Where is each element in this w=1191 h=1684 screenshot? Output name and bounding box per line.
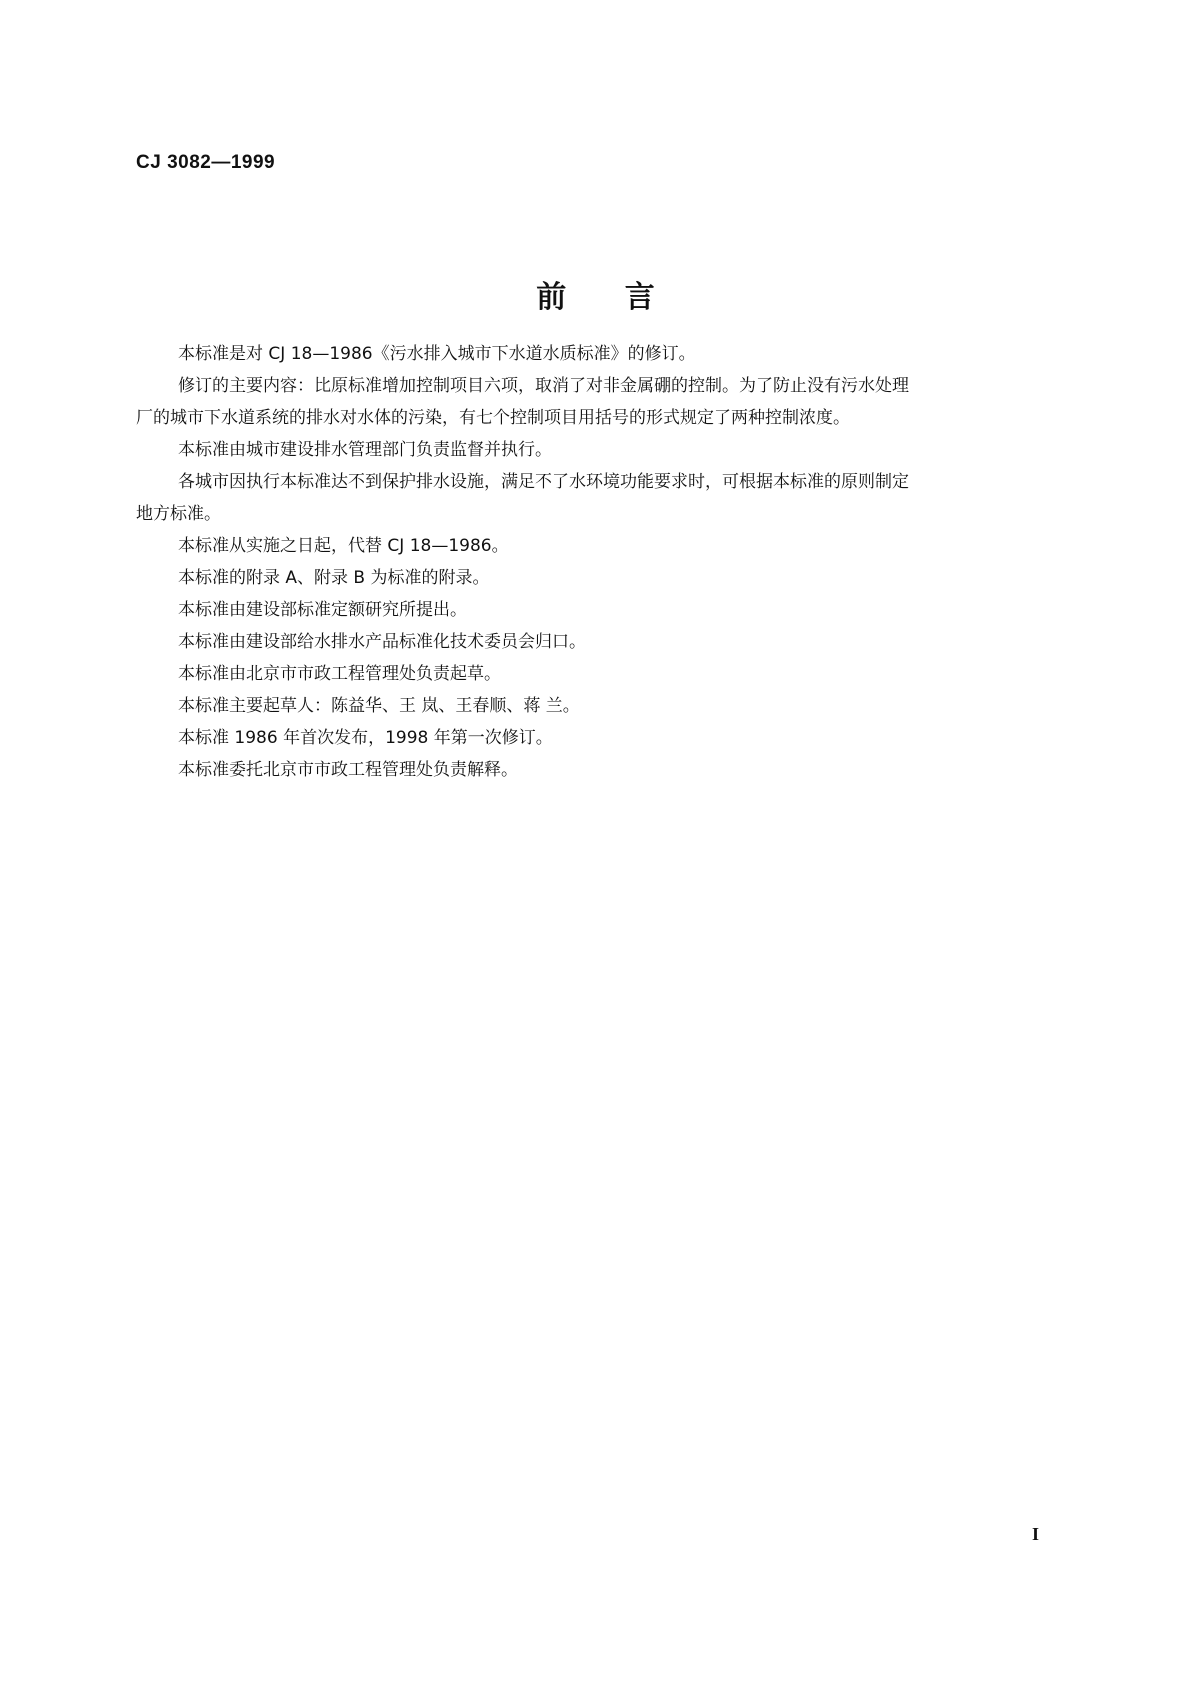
paragraph-4-line-1: 各城市因执行本标准达不到保护排水设施，满足不了水环境功能要求时，可根据本标准的原则制定 [178,472,909,492]
paragraph-2-line-2: 厂的城市下水道系统的排水对水体的污染，有七个控制项目用括号的形式规定了两种控制浓度。 [136,408,850,428]
paragraph-1: 本标准是对 CJ 18—1986《污水排入城市下水道水质标准》的修订。 [178,344,696,364]
paragraph-5: 本标准从实施之日起，代替 CJ 18—1986。 [178,536,509,556]
page-title: 前 言 [536,280,655,315]
standard-code: CJ 3082—1999 [136,152,276,173]
paragraph-3: 本标准由城市建设排水管理部门负责监督并执行。 [178,440,552,460]
paragraph-6: 本标准的附录 A、附录 B 为标准的附录。 [178,568,490,588]
paragraph-10: 本标准主要起草人：陈益华、王 岚、王春顺、蒋 兰。 [178,696,580,716]
paragraph-7: 本标准由建设部标准定额研究所提出。 [178,600,467,620]
paragraph-12: 本标准委托北京市市政工程管理处负责解释。 [178,760,518,780]
body-text [136,338,1058,786]
paragraph-2-line-1: 修订的主要内容：比原标准增加控制项目六项，取消了对非金属硼的控制。为了防止没有污水处理 [178,376,909,396]
paragraph-2 [136,370,1058,434]
page-number: I [1032,1524,1040,1544]
paragraph-9: 本标准由北京市市政工程管理处负责起草。 [178,664,501,684]
paragraph-4 [136,466,1058,530]
paragraph-4-line-2: 地方标准。 [136,504,221,524]
paragraph-8: 本标准由建设部给水排水产品标准化技术委员会归口。 [178,632,586,652]
paragraph-11: 本标准 1986 年首次发布，1998 年第一次修订。 [178,728,553,748]
